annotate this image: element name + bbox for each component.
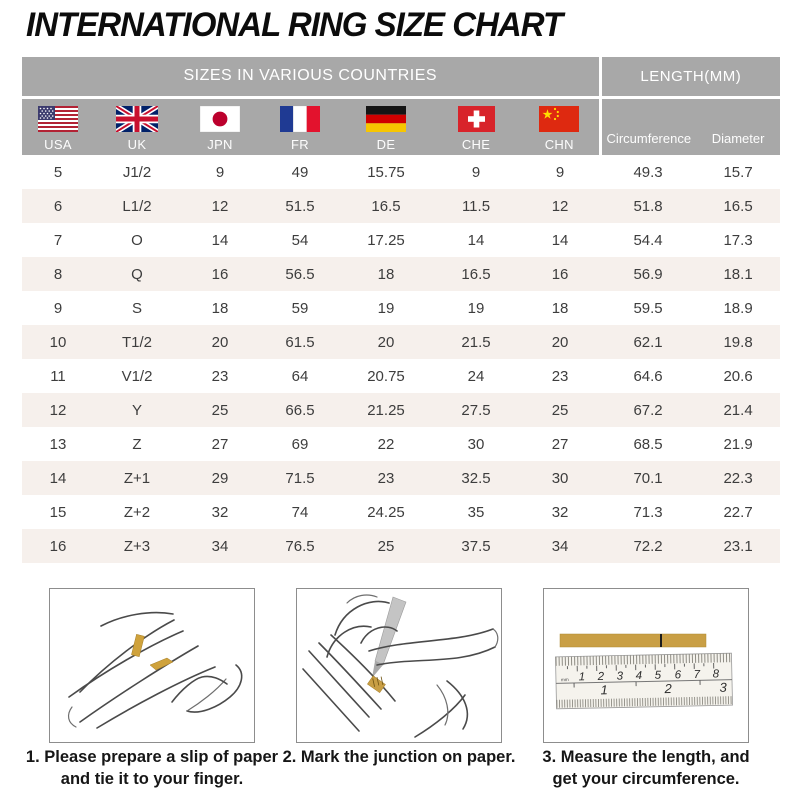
table-cell: Z+1 (94, 461, 180, 495)
table-row (22, 495, 780, 529)
table-cell: 23 (551, 367, 569, 385)
table-cell: 6 (22, 189, 94, 223)
table-cell: 66.5 (260, 393, 340, 427)
column-header-diameter: Diameter (696, 97, 780, 155)
table-cell: 51.5 (260, 189, 340, 223)
ring-size-table-body (22, 155, 780, 563)
countries-section-header: SIZES IN VARIOUS COUNTRIES (22, 57, 600, 97)
table-cell: Y (94, 393, 180, 427)
svg-text:6: 6 (674, 669, 682, 682)
table-row (22, 529, 780, 563)
table-cell: 17.25 (367, 231, 405, 249)
table-row (22, 257, 780, 291)
column-header-circumference: Circumference (600, 97, 696, 155)
caption-line: 2. Mark the junction on paper. (282, 748, 516, 766)
table-cell: 62.1 (600, 325, 696, 359)
svg-text:3: 3 (719, 679, 727, 695)
table-cell: 16 (180, 257, 260, 291)
table-cell: 12 (180, 189, 260, 223)
usa-flag-icon (38, 106, 78, 132)
marking-pen-illustration (297, 589, 501, 742)
table-cell: 18 (551, 299, 569, 317)
table-cell: 34 (180, 529, 260, 563)
table-cell: 14 (22, 461, 94, 495)
caption-line: and tie it to your finger. (60, 769, 244, 788)
column-label-de: DE (376, 136, 396, 152)
table-cell: 18.1 (696, 257, 780, 291)
table-cell: 11.5 (432, 189, 520, 223)
instruction-box-3 (543, 588, 749, 743)
table-cell: 54.4 (633, 231, 663, 249)
table-cell: 71.5 (260, 461, 340, 495)
column-header-chn (520, 97, 600, 155)
table-cell: 21.4 (696, 393, 780, 427)
table-cell: 56.9 (600, 257, 696, 291)
table-cell: 20.6 (723, 367, 753, 385)
column-label-jpn: JPN (207, 136, 233, 152)
table-cell: 71.3 (633, 503, 663, 521)
table-cell: O (131, 231, 143, 249)
column-label-che: CHE (461, 136, 491, 152)
table-cell: 30 (467, 435, 485, 453)
table-cell: 24.25 (367, 503, 405, 521)
table-cell: 61.5 (260, 325, 340, 359)
table-cell: 22.3 (696, 461, 780, 495)
table-row (22, 223, 780, 257)
table-cell: 9 (471, 163, 481, 181)
table-cell: 18 (211, 299, 229, 317)
table-cell: 21.25 (340, 393, 432, 427)
svg-text:4: 4 (635, 670, 643, 683)
table-row (22, 189, 780, 223)
table-row (22, 359, 780, 393)
table-cell: 15 (49, 503, 67, 521)
column-label-uk: UK (127, 136, 147, 152)
svg-text:2: 2 (664, 680, 672, 697)
table-cell: 11 (50, 367, 66, 385)
table-cell: 12 (22, 393, 94, 427)
table-cell: Z+2 (123, 503, 151, 521)
table-cell: 68.5 (633, 435, 663, 453)
table-cell: 16 (22, 529, 94, 563)
table-cell: T1/2 (94, 325, 180, 359)
length-section-header: LENGTH(MM) (600, 57, 780, 97)
table-cell: 20 (520, 325, 600, 359)
table-cell: 37.5 (432, 529, 520, 563)
table-row (22, 393, 780, 427)
table-row (22, 427, 780, 461)
flag-header-row (22, 97, 780, 155)
instruction-caption-1 (9, 747, 295, 791)
table-cell: 9 (215, 163, 225, 181)
table-cell: 25 (520, 393, 600, 427)
table-cell: 15.75 (367, 163, 405, 181)
table-cell: 22 (377, 435, 395, 453)
table-cell: 17.3 (723, 231, 753, 249)
table-cell: 10 (22, 325, 94, 359)
paper-strip-graphic (560, 634, 706, 647)
column-label-usa: USA (44, 136, 72, 152)
table-cell: 27.5 (432, 393, 520, 427)
table-cell: 9 (53, 299, 63, 317)
france-flag-icon (280, 106, 320, 132)
switzerland-flag-icon (458, 106, 495, 132)
column-header-jpn (180, 97, 260, 155)
table-cell: 18.9 (723, 299, 753, 317)
table-cell: 19 (377, 299, 395, 317)
table-cell: 20.75 (367, 367, 405, 385)
svg-text:1: 1 (578, 671, 586, 684)
table-cell: 59.5 (633, 299, 663, 317)
table-cell: 19 (467, 299, 485, 317)
svg-text:mm: mm (560, 677, 569, 683)
table-cell: 7 (53, 231, 63, 249)
column-label-chn: CHN (544, 136, 574, 152)
table-cell: 72.2 (600, 529, 696, 563)
caption-line: get your circumference. (552, 769, 740, 788)
instruction-box-2 (296, 588, 502, 743)
svg-text:2: 2 (597, 670, 605, 683)
instruction-caption-3 (503, 747, 789, 791)
table-cell: 32 (211, 503, 229, 521)
table-row (22, 461, 780, 495)
svg-text:3: 3 (616, 670, 624, 683)
section-header-row (22, 57, 780, 97)
ruler-graphic (555, 653, 732, 709)
table-cell: J1/2 (122, 163, 152, 181)
table-cell: V1/2 (121, 367, 153, 385)
page-title: INTERNATIONAL RING SIZE CHART (26, 6, 563, 44)
table-cell: 25 (180, 393, 260, 427)
table-cell: 69 (291, 435, 309, 453)
table-cell: 20 (180, 325, 260, 359)
table-cell: 16 (520, 257, 600, 291)
table-cell: 14 (551, 231, 569, 249)
table-cell: 12 (520, 189, 600, 223)
table-cell: 14 (211, 231, 229, 249)
table-cell: Z+3 (94, 529, 180, 563)
column-label-fr: FR (291, 136, 309, 152)
ring-size-table (22, 57, 780, 563)
table-cell: 18 (340, 257, 432, 291)
instruction-caption-2 (256, 747, 542, 769)
instruction-box-1 (49, 588, 255, 743)
table-cell: 23 (211, 367, 229, 385)
table-cell: 51.8 (600, 189, 696, 223)
table-cell: 21.5 (432, 325, 520, 359)
column-header-usa (22, 97, 94, 155)
germany-flag-icon (366, 106, 406, 132)
table-cell: 59 (291, 299, 309, 317)
table-cell: 23 (340, 461, 432, 495)
table-cell: 29 (180, 461, 260, 495)
table-cell: 35 (467, 503, 485, 521)
caption-line: 1. Please prepare a slip of paper (25, 748, 279, 766)
column-header-de (340, 97, 432, 155)
table-cell: 9 (555, 163, 565, 181)
table-cell: 49 (291, 163, 309, 181)
table-cell: 32 (551, 503, 569, 521)
table-cell: 70.1 (600, 461, 696, 495)
svg-text:1: 1 (600, 682, 608, 698)
column-header-fr (260, 97, 340, 155)
table-cell: L1/2 (94, 189, 180, 223)
table-cell: 16.5 (696, 189, 780, 223)
table-cell: 64.6 (633, 367, 663, 385)
table-cell: 64 (291, 367, 309, 385)
uk-flag-icon (116, 106, 158, 132)
table-cell: 25 (340, 529, 432, 563)
table-cell: 15.7 (723, 163, 753, 181)
table-cell: 16.5 (340, 189, 432, 223)
table-cell: S (131, 299, 142, 317)
column-header-che (432, 97, 520, 155)
caption-line: 3. Measure the length, and (542, 748, 750, 766)
table-cell: 32.5 (432, 461, 520, 495)
table-row (22, 291, 780, 325)
table-cell: Z (132, 435, 142, 453)
table-cell: 54 (291, 231, 309, 249)
ruler-measure-illustration (544, 589, 748, 742)
table-row (22, 155, 780, 189)
table-row (22, 325, 780, 359)
hand-with-paper-illustration (50, 589, 254, 742)
table-cell: 30 (520, 461, 600, 495)
svg-text:7: 7 (693, 668, 701, 681)
table-cell: 49.3 (633, 163, 663, 181)
table-cell: 27 (551, 435, 569, 453)
table-cell: 56.5 (260, 257, 340, 291)
table-cell: 20 (340, 325, 432, 359)
table-cell: 14 (467, 231, 485, 249)
china-flag-icon (539, 106, 579, 132)
table-cell: 5 (53, 163, 63, 181)
table-cell: 76.5 (260, 529, 340, 563)
table-cell: 24 (467, 367, 485, 385)
table-cell: 8 (22, 257, 94, 291)
japan-flag-icon (200, 106, 240, 132)
table-cell: 22.7 (723, 503, 753, 521)
table-cell: 74 (291, 503, 309, 521)
table-cell: 27 (211, 435, 229, 453)
column-header-uk (94, 97, 180, 155)
svg-text:8: 8 (712, 668, 720, 681)
svg-text:5: 5 (654, 669, 662, 682)
table-cell: 21.9 (723, 435, 753, 453)
table-cell: 16.5 (432, 257, 520, 291)
table-cell: 23.1 (696, 529, 780, 563)
table-cell: 19.8 (696, 325, 780, 359)
table-cell: Q (94, 257, 180, 291)
table-cell: 67.2 (600, 393, 696, 427)
table-cell: 34 (520, 529, 600, 563)
table-cell: 13 (49, 435, 67, 453)
